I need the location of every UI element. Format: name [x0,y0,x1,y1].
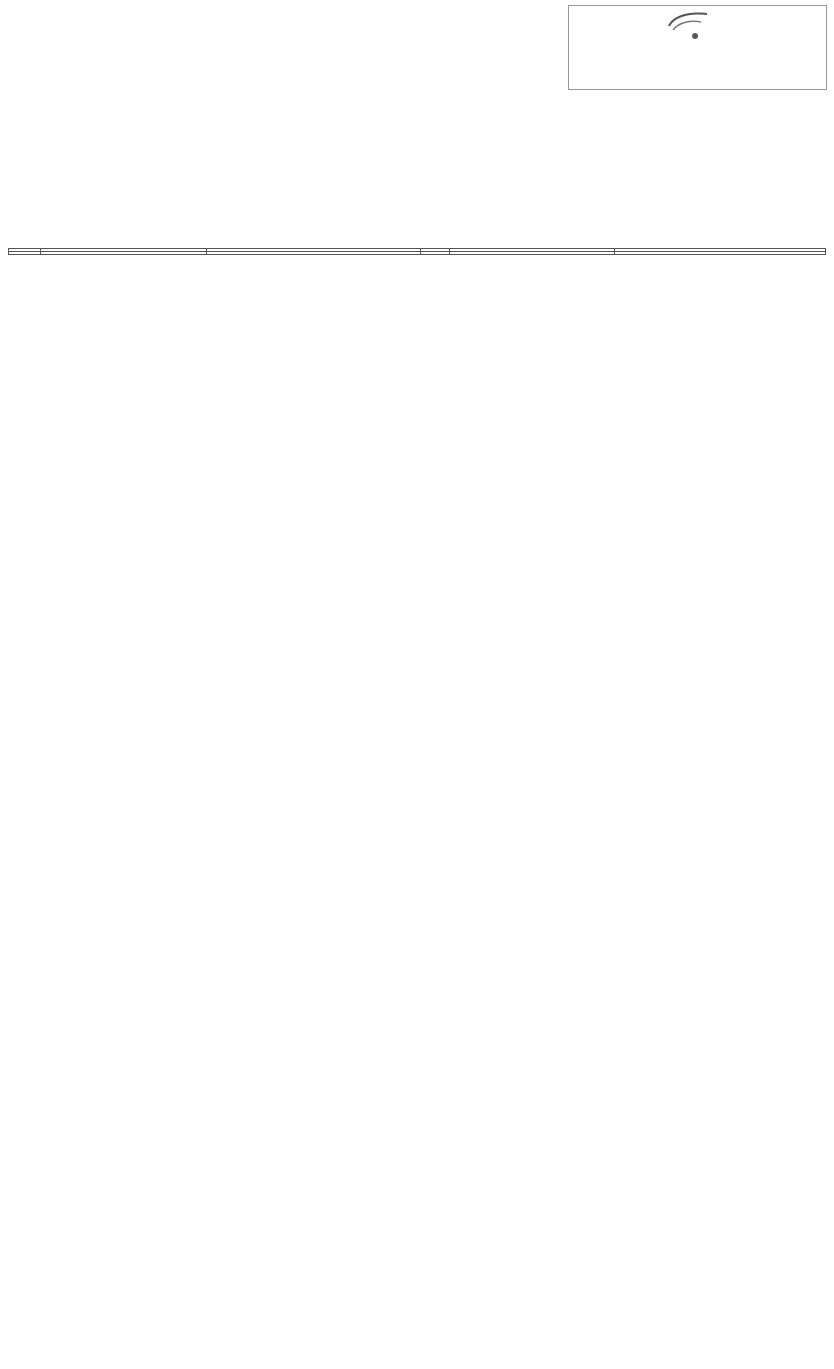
positions-table [8,248,826,255]
logo-figure-icon [569,6,826,89]
group-left-numbers [9,252,41,255]
table-row-group [9,252,826,255]
group-left-qualification [207,252,421,255]
merf-logo [568,5,827,90]
group-right-numbers [421,252,450,255]
group-right-qualification [615,252,826,255]
header [0,0,834,95]
group-left-positions [41,252,207,255]
group-right-positions [450,252,615,255]
